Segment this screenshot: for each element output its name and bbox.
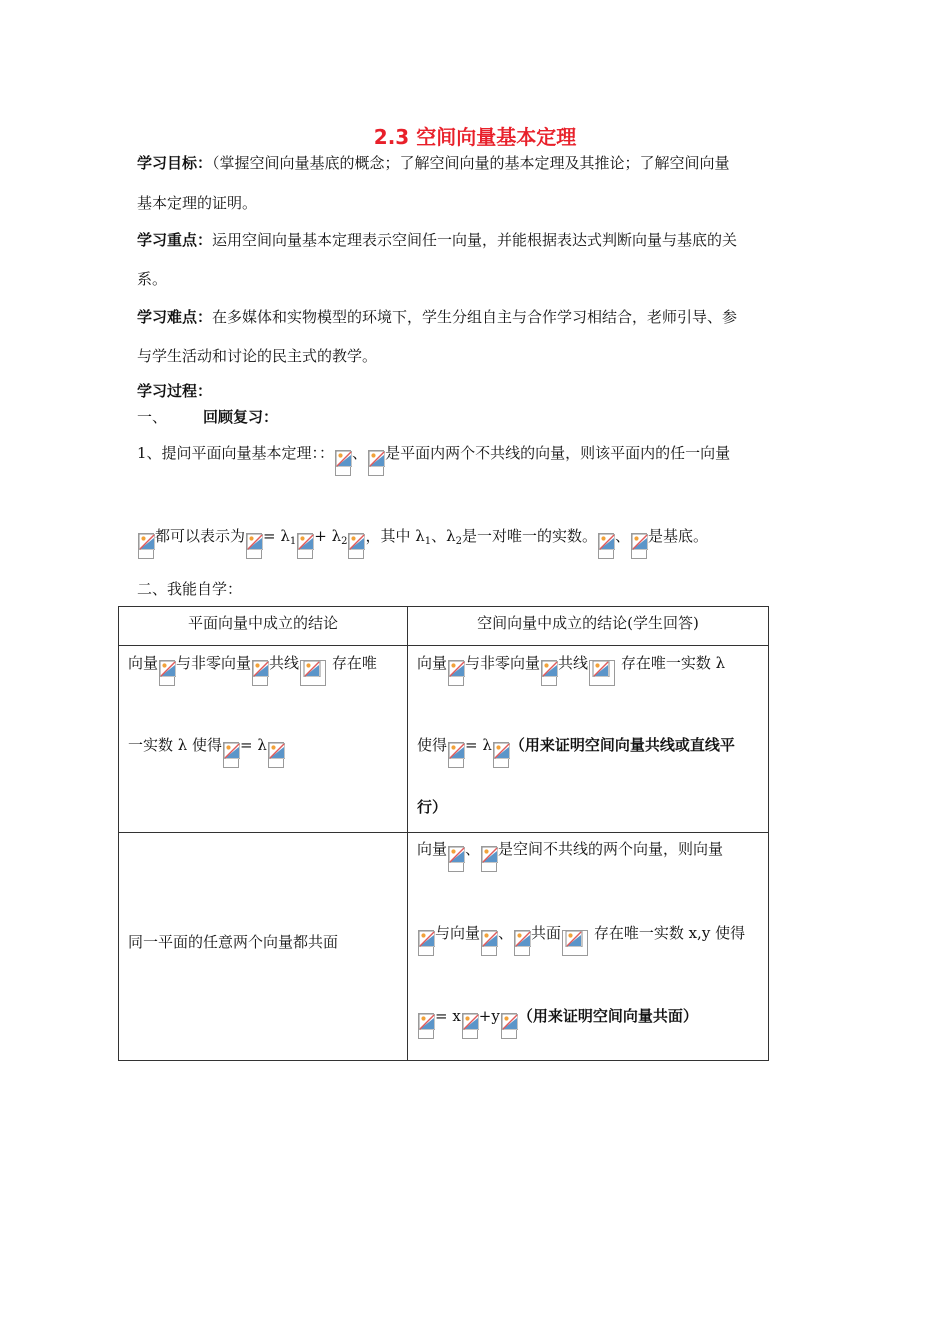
broken-image-icon	[348, 533, 364, 559]
row2-left-text: 同一平面的任意两个向量都共面	[128, 933, 339, 951]
key-points-line-1	[137, 230, 737, 250]
broken-image-icon	[268, 742, 284, 768]
broken-image-icon	[368, 450, 384, 476]
review-l2-h: 是基底。	[648, 527, 709, 545]
row2-right-line-2: 与向量 、 共面 存在唯一实数 x,y 使得	[417, 923, 745, 956]
row1-right-line-2: 使得 = λ （用来证明空间向量共线或直线平	[417, 735, 735, 768]
table-row-divider	[119, 645, 768, 646]
subscript-2: 2	[455, 536, 462, 547]
broken-image-icon	[297, 533, 313, 559]
broken-image-icon	[223, 742, 239, 768]
review-line-1	[137, 443, 730, 476]
review-l2-g: 、	[615, 527, 631, 545]
broken-image-icon	[589, 660, 615, 686]
difficulties-label: 学习难点：	[137, 308, 213, 326]
broken-image-icon	[335, 450, 351, 476]
key-points-text-2: 系。	[137, 270, 168, 288]
broken-image-icon	[481, 846, 497, 872]
key-points-label: 学习重点：	[137, 231, 213, 249]
broken-image-icon	[493, 742, 509, 768]
goals-line-1	[137, 153, 730, 173]
row2-right-line-3: = x +y （用来证明空间向量共面）	[417, 1006, 698, 1039]
broken-image-icon	[418, 1013, 434, 1039]
process-label: 学习过程：	[137, 382, 213, 400]
row1-left-line-1: 向量 与非零向量 共线 存在唯	[128, 653, 377, 686]
broken-image-icon	[448, 660, 464, 686]
broken-image-icon	[448, 742, 464, 768]
broken-image-icon	[541, 660, 557, 686]
broken-image-icon	[462, 1013, 478, 1039]
section1-number: 一、	[137, 408, 168, 426]
subscript-2: 2	[341, 536, 348, 547]
subscript-1: 1	[424, 536, 432, 547]
broken-image-icon	[159, 660, 175, 686]
difficulties-text-2: 与学生活动和讨论的民主式的教学。	[137, 347, 378, 365]
row1-right-note-continued: 行）	[417, 798, 448, 816]
broken-image-icon	[598, 533, 614, 559]
broken-image-icon	[481, 930, 497, 956]
broken-image-icon	[562, 930, 588, 956]
review-line-2	[137, 526, 708, 559]
table-column-divider	[407, 607, 408, 1060]
review-l2-f: 是一对唯一的实数。	[462, 527, 598, 545]
broken-image-icon	[138, 533, 154, 559]
table-header-left: 平面向量中成立的结论	[187, 614, 338, 632]
review-l2-e: 、λ	[431, 527, 456, 545]
review-q1-suffix: 是平面内两个不共线的向量，则该平面内的任一向量	[385, 444, 731, 462]
subscript-1: 1	[289, 536, 297, 547]
difficulties-line-1	[137, 307, 737, 327]
broken-image-icon	[246, 533, 262, 559]
review-q1-prefix: 1、提问平面向量基本定理：：	[137, 444, 335, 462]
row1-right-line-1: 向量 与非零向量 共线 存在唯一实数 λ	[417, 653, 725, 686]
row1-left-line-2: 一实数 λ 使得 = λ	[128, 735, 285, 768]
key-points-text-1: 运用空间向量基本定理表示空间任一向量，并能根据表达式判断向量与基底的关	[212, 231, 738, 249]
goals-label: 学习目标：	[137, 154, 213, 172]
broken-image-icon	[448, 846, 464, 872]
table-header-right: 空间向量中成立的结论(学生回答)	[477, 614, 699, 632]
review-l2-a: 都可以表示为	[155, 527, 246, 545]
review-q1-sep: 、	[352, 444, 368, 462]
row2-right-line-1: 向量 、 是空间不共线的两个向量，则向量	[417, 839, 723, 872]
row1-right-note: （用来证明空间向量共线或直线平	[509, 736, 735, 754]
table-row-divider	[119, 832, 768, 833]
review-l2-c: + λ	[314, 527, 342, 545]
comparison-table	[118, 606, 769, 1061]
document-title: 2.3 空间向量基本定理	[373, 125, 577, 149]
section1-title: 回顾复习：	[203, 408, 279, 426]
broken-image-icon	[300, 660, 326, 686]
broken-image-icon	[418, 930, 434, 956]
broken-image-icon	[501, 1013, 517, 1039]
section2-title: 二、我能自学：	[137, 580, 243, 598]
broken-image-icon	[631, 533, 647, 559]
review-l2-b: = λ	[263, 527, 290, 545]
difficulties-text-1: 在多媒体和实物模型的环境下，学生分组自主与合作学习相结合，老师引导、参	[212, 308, 738, 326]
broken-image-icon	[252, 660, 268, 686]
goals-text-1: （掌握空间向量基底的概念；了解空间向量的基本定理及其推论；了解空间向量	[212, 154, 730, 172]
row2-right-note: （用来证明空间向量共面）	[517, 1007, 698, 1025]
goals-text-2: 基本定理的证明。	[137, 194, 258, 212]
review-l2-d: ，其中 λ	[365, 527, 425, 545]
broken-image-icon	[514, 930, 530, 956]
